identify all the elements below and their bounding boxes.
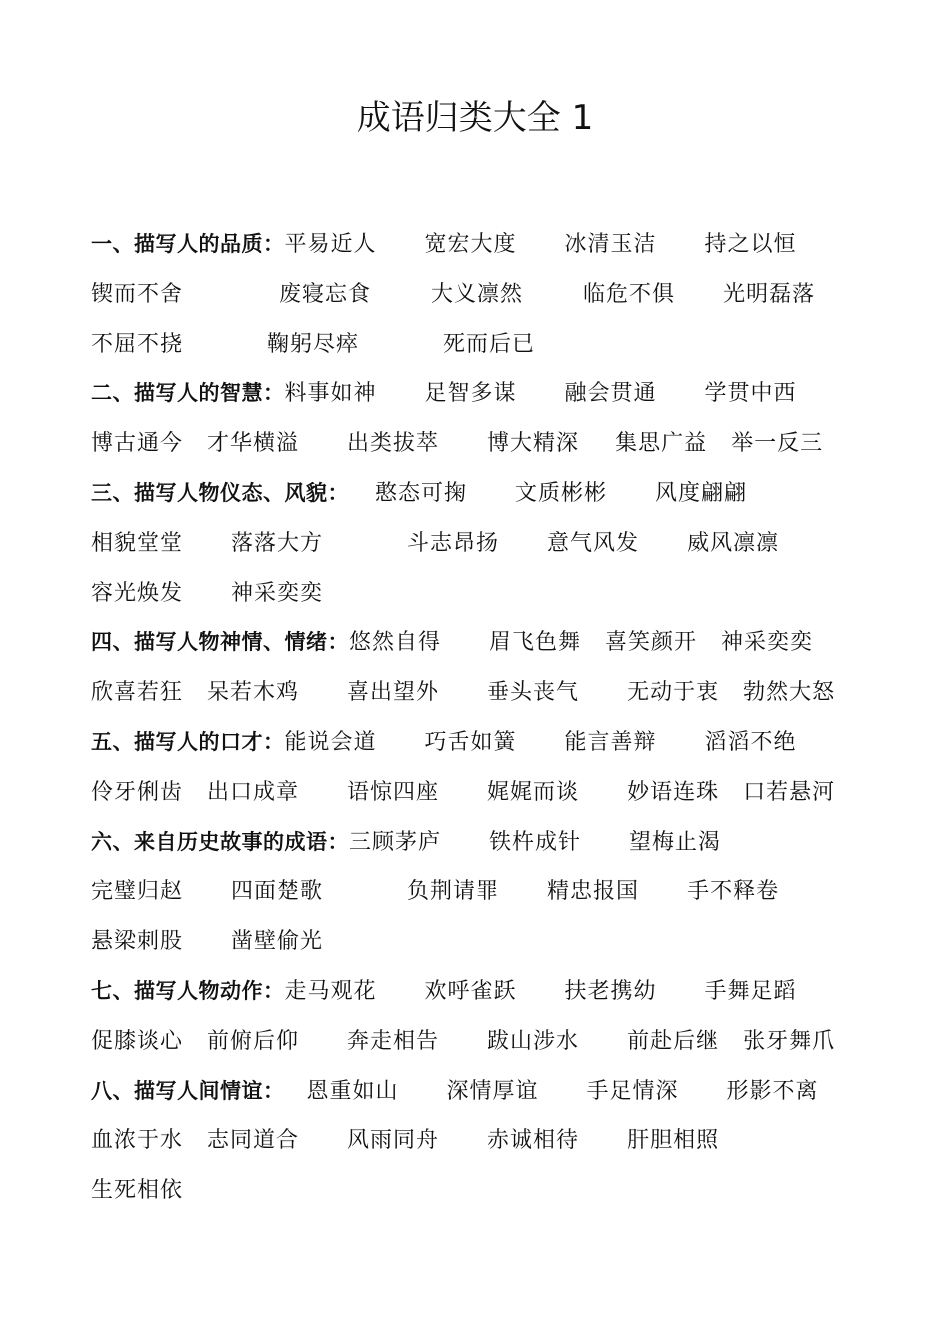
idiom: 持之以恒 [704,232,797,257]
section-2-line-2 [91,419,881,469]
idiom: 巧舌如簧 [424,729,517,755]
idiom: 死而后已 [443,331,536,357]
idiom: 滔滔不绝 [704,729,797,755]
idiom: 能言善辩 [564,729,657,755]
idiom: 废寝忘食 [279,281,372,307]
idiom: 勃然大怒 [743,680,836,706]
section-8-line-1 [91,1067,881,1117]
idiom: 四面楚歌 [231,879,324,905]
idiom: 志同道合 [207,1128,300,1154]
idiom: 落落大方 [231,530,324,556]
section-6-line-1 [91,818,881,868]
idiom: 无动于衷 [627,680,720,706]
section-3-line-2 [91,519,881,569]
section-6-line-3 [91,917,881,967]
idiom: 宽宏大度 [424,232,517,257]
idiom: 博古通今 [91,431,184,457]
idiom-list [91,220,881,1216]
idiom: 赤诚相待 [487,1128,580,1154]
idiom: 集思广益 [615,431,708,457]
idiom: 临危不俱 [583,281,676,307]
idiom: 前俯后仰 [207,1028,300,1054]
idiom: 出口成章 [207,779,300,805]
idiom: 深情厚谊 [446,1078,539,1104]
idiom: 风度翩翩 [655,480,748,506]
idiom: 憨态可掬 [375,480,468,506]
idiom: 容光焕发 [91,580,184,606]
section-7-line-2 [91,1017,881,1067]
page-title: 成语归类大全 1 [356,98,594,138]
idiom: 意气风发 [547,530,640,556]
idiom: 学贯中西 [704,381,797,407]
idiom: 神采奕奕 [721,630,814,656]
section-1-line-2 [91,270,881,320]
idiom: 三顾茅庐 [349,829,442,855]
idiom: 博大精深 [487,431,580,457]
idiom: 走马观花 [284,978,377,1004]
section-6-line-2 [91,867,881,917]
idiom: 跋山涉水 [487,1028,580,1054]
idiom: 神采奕奕 [231,580,324,606]
idiom: 欣喜若狂 [91,680,184,706]
idiom: 悬梁刺股 [91,929,184,955]
idiom: 冰清玉洁 [564,232,657,257]
section-heading: 八、描写人间情谊： [91,1078,285,1103]
section-heading: 六、来自历史故事的成语： [91,829,349,854]
idiom: 手不释卷 [687,879,780,905]
section-2-line-1 [91,369,881,419]
idiom: 举一反三 [731,431,824,457]
idiom: 才华横溢 [207,431,300,457]
idiom: 喜笑颜开 [605,630,698,656]
section-4-line-1 [91,618,881,668]
idiom: 血浓于水 [91,1128,184,1154]
idiom: 相貌堂堂 [91,530,184,556]
idiom: 语惊四座 [347,779,440,805]
section-heading: 五、描写人的口才： [91,729,285,754]
section-heading: 四、描写人物神情、情绪： [91,630,349,655]
idiom: 锲而不舍 [91,281,184,307]
section-1-line-1 [91,220,881,270]
idiom: 扶老携幼 [564,978,657,1004]
section-heading: 二、描写人的智慧： [91,381,285,406]
section-3-line-1 [91,469,881,519]
idiom: 悠然自得 [349,630,442,656]
section-5-line-2 [91,768,881,818]
idiom: 完璧归赵 [91,879,184,905]
idiom: 出类拔萃 [347,431,440,457]
section-4-line-2 [91,668,881,718]
idiom: 风雨同舟 [347,1128,440,1154]
section-3-line-3 [91,569,881,619]
idiom: 能说会道 [284,729,377,755]
idiom: 鞠躬尽瘁 [267,331,360,357]
idiom: 手足情深 [586,1078,679,1104]
idiom: 铁杵成针 [489,829,582,855]
section-heading: 七、描写人物动作： [91,978,285,1003]
idiom: 伶牙俐齿 [91,779,184,805]
idiom: 妙语连珠 [627,779,720,805]
section-heading: 一、描写人的品质： [91,232,285,256]
idiom: 张牙舞爪 [743,1028,836,1054]
idiom: 喜出望外 [347,680,440,706]
idiom: 料事如神 [284,381,377,407]
idiom: 凿壁偷光 [231,929,324,955]
section-heading: 三、描写人物仪态、风貌： [91,480,349,505]
idiom: 手舞足蹈 [704,978,797,1004]
idiom: 促膝谈心 [91,1028,184,1054]
idiom: 眉飞色舞 [489,630,582,656]
idiom: 光明磊落 [723,281,816,307]
idiom: 平易近人 [284,232,377,257]
idiom: 垂头丧气 [487,680,580,706]
idiom: 大义凛然 [431,281,524,307]
idiom: 威风凛凛 [687,530,780,556]
section-8-line-3 [91,1166,881,1216]
section-1-line-3 [91,320,881,370]
idiom: 呆若木鸡 [207,680,300,706]
idiom: 娓娓而谈 [487,779,580,805]
idiom: 生死相依 [91,1178,184,1204]
idiom: 前赴后继 [627,1028,720,1054]
idiom: 奔走相告 [347,1028,440,1054]
idiom: 不屈不挠 [91,331,184,357]
section-5-line-1 [91,718,881,768]
idiom: 负荆请罪 [407,879,500,905]
idiom: 文质彬彬 [515,480,608,506]
section-7-line-1 [91,967,881,1017]
idiom: 形影不离 [726,1078,819,1104]
idiom: 口若悬河 [743,779,836,805]
idiom: 恩重如山 [306,1078,399,1104]
idiom: 精忠报国 [547,879,640,905]
idiom: 融会贯通 [564,381,657,407]
idiom: 斗志昂扬 [407,530,500,556]
section-8-line-2 [91,1116,881,1166]
idiom: 望梅止渴 [629,829,722,855]
idiom: 足智多谋 [424,381,517,407]
idiom: 肝胆相照 [627,1128,720,1154]
idiom: 欢呼雀跃 [424,978,517,1004]
